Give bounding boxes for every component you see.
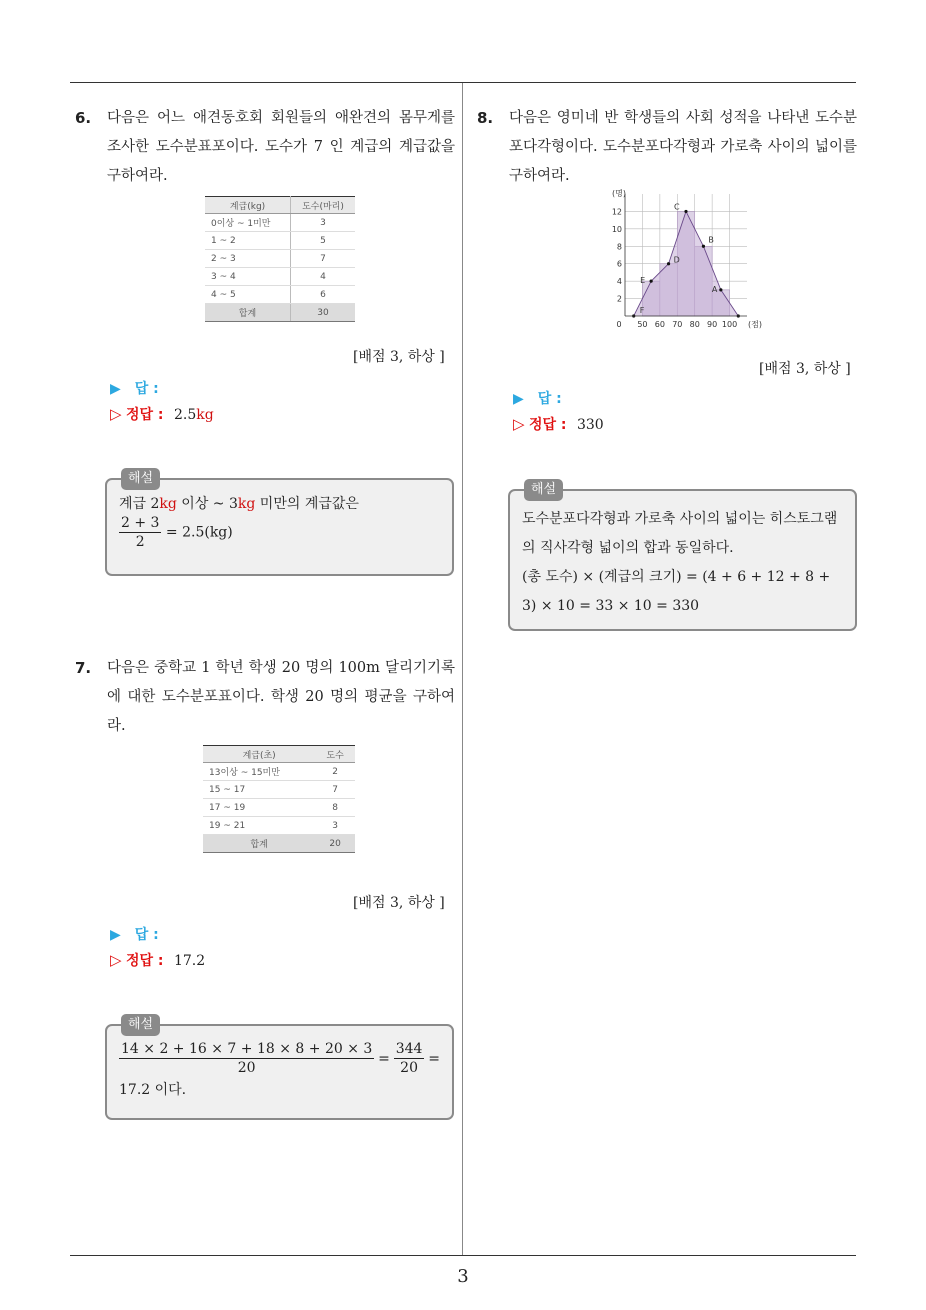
y-tick-label: 10 xyxy=(611,224,622,234)
x-tick-label: 70 xyxy=(672,320,683,329)
polygon-point xyxy=(702,245,705,248)
table-cell: 19 ~ 21 xyxy=(203,817,315,835)
frequency-polygon-chart xyxy=(605,188,775,338)
solution-text: (총 도수) × (계급의 크기) = (4 + 6 + 12 + 8 + 3) × 10 = 33 × 10 = 330 xyxy=(522,569,831,614)
table-row xyxy=(205,286,355,304)
bottom-rule xyxy=(70,1255,856,1256)
answer-line xyxy=(110,378,159,398)
x-tick-label: 50 xyxy=(637,320,648,329)
table-cell: 3 xyxy=(291,214,356,232)
table-cell: 20 xyxy=(315,835,355,853)
polygon-point xyxy=(650,280,653,283)
solution-formula xyxy=(119,1040,440,1077)
table-row xyxy=(203,817,355,835)
outline-triangle-icon: ▷ xyxy=(110,405,122,423)
answer-label: 답 : xyxy=(134,381,159,397)
table-cell: 2 ~ 3 xyxy=(205,250,291,268)
table-cell: 합계 xyxy=(203,835,315,853)
table-cell: 30 xyxy=(291,304,356,322)
solution-box-q7 xyxy=(105,1017,454,1120)
solution-text: 계급 2 xyxy=(119,496,160,512)
play-triangle-icon: ▶ xyxy=(513,391,524,407)
score-label: [배점 3, 하상 ] xyxy=(759,361,851,377)
fraction xyxy=(394,1040,425,1077)
answer-line xyxy=(110,924,159,944)
numerator: 14 × 2 + 16 × 7 + 18 × 8 + 20 × 3 xyxy=(121,1041,373,1057)
table-total-row xyxy=(205,304,355,322)
table-row xyxy=(203,781,355,799)
key-value: 2.5 xyxy=(173,407,197,423)
outline-triangle-icon: ▷ xyxy=(513,415,525,433)
question-text: 다음은 어느 애견동호회 회원들의 애완견의 몸무게를 조사한 도수분표포이다. 도수가 7 인 계급의 계급값을 구하여라. xyxy=(107,110,455,184)
solution-tag: 해설 xyxy=(121,468,160,490)
table-total-row xyxy=(203,835,355,853)
solution-box-q8 xyxy=(508,482,857,631)
table-cell: 합계 xyxy=(205,304,291,322)
score-label: [배점 3, 하상 ] xyxy=(353,895,445,911)
key-value: 17.2 xyxy=(173,953,206,969)
table-cell: 2 xyxy=(315,763,355,781)
table-row xyxy=(205,232,355,250)
table-cell: 0이상 ~ 1미만 xyxy=(205,214,291,232)
table-row xyxy=(203,763,355,781)
key-unit: kg xyxy=(196,407,214,423)
question-text: 다음은 중학교 1 학년 학생 20 명의 100m 달리기기록에 대한 도수분포표이다. 학생 20 명의 평균을 구하여라. xyxy=(107,660,455,734)
equals-sign: = xyxy=(428,1050,440,1067)
solution-line xyxy=(119,494,440,514)
solution-tag: 해설 xyxy=(121,1014,160,1036)
denominator: 2 xyxy=(135,534,145,550)
key-label: 정답 : xyxy=(126,407,164,423)
question-number: 7. xyxy=(75,659,92,677)
origin-label: 0 xyxy=(616,320,622,329)
key-label: 정답 : xyxy=(126,953,164,969)
question-number: 8. xyxy=(477,109,494,127)
solution-unit: kg xyxy=(159,496,177,512)
answer-label: 답 : xyxy=(134,927,159,943)
point-label: C xyxy=(674,202,680,212)
y-tick-label: 12 xyxy=(611,207,622,217)
correct-answer xyxy=(110,404,214,424)
table-cell: 8 xyxy=(315,799,355,817)
frequency-table-q7 xyxy=(203,745,355,853)
score-label: [배점 3, 하상 ] xyxy=(353,349,445,365)
numerator: 344 xyxy=(395,1041,423,1057)
fraction xyxy=(119,514,161,551)
polygon-point xyxy=(719,288,722,291)
play-triangle-icon: ▶ xyxy=(110,927,121,943)
table-row xyxy=(205,214,355,232)
correct-answer xyxy=(513,414,604,434)
polygon-point xyxy=(684,210,687,213)
question-6 xyxy=(75,104,455,191)
x-tick-label: 80 xyxy=(689,320,700,329)
point-label: B xyxy=(708,235,714,245)
column-divider xyxy=(462,83,463,1255)
y-tick-label: 2 xyxy=(616,294,622,304)
key-value: 330 xyxy=(576,417,604,433)
table-cell: 6 xyxy=(291,286,356,304)
table-cell: 4 xyxy=(291,268,356,286)
solution-text: 17.2 이다. xyxy=(119,1082,187,1098)
denominator: 20 xyxy=(400,1060,418,1076)
table-cell: 17 ~ 19 xyxy=(203,799,315,817)
table-cell: 15 ~ 17 xyxy=(203,781,315,799)
table-cell: 7 xyxy=(315,781,355,799)
y-tick-label: 8 xyxy=(616,242,622,252)
question-number: 6. xyxy=(75,109,92,127)
solution-unit: kg xyxy=(237,496,256,512)
table-row xyxy=(205,250,355,268)
question-7 xyxy=(75,654,455,741)
table-header: 계급(초) xyxy=(203,746,315,763)
table-row xyxy=(203,799,355,817)
point-label: E xyxy=(640,276,646,286)
top-rule xyxy=(70,82,856,83)
key-label: 정답 : xyxy=(529,417,567,433)
answer-label: 답 : xyxy=(537,391,562,407)
x-axis-label: (점) xyxy=(748,320,762,329)
denominator: 20 xyxy=(237,1060,256,1076)
solution-box-q6 xyxy=(105,471,454,576)
frequency-table-q6 xyxy=(205,196,355,322)
answer-line xyxy=(513,388,562,408)
table-cell: 4 ~ 5 xyxy=(205,286,291,304)
table-cell: 1 ~ 2 xyxy=(205,232,291,250)
point-label: D xyxy=(673,255,680,265)
solution-formula xyxy=(119,514,440,551)
polygon-point xyxy=(667,262,670,265)
numerator: 2 + 3 xyxy=(121,515,160,531)
table-cell: 3 ~ 4 xyxy=(205,268,291,286)
table-cell: 3 xyxy=(315,817,355,835)
y-tick-label: 4 xyxy=(616,277,622,287)
point-label: A xyxy=(711,284,718,294)
solution-text: 이상 ~ 3 xyxy=(176,496,238,512)
x-tick-label: 60 xyxy=(654,320,665,329)
solution-result: = 2.5(kg) xyxy=(165,524,233,541)
x-tick-label: 100 xyxy=(721,320,738,329)
table-row xyxy=(205,268,355,286)
solution-text: 도수분포다각형과 가로축 사이의 넓이는 히스토그램의 직사각형 넓이의 합과 동일하다. xyxy=(522,511,838,556)
table-header: 계급(kg) xyxy=(205,197,291,214)
x-tick-label: 90 xyxy=(707,320,718,329)
table-header: 도수(마리) xyxy=(291,197,356,214)
table-cell: 13이상 ~ 15미만 xyxy=(203,763,315,781)
solution-tag: 해설 xyxy=(524,479,563,501)
question-8 xyxy=(477,104,857,191)
play-triangle-icon: ▶ xyxy=(110,381,121,397)
table-header: 도수 xyxy=(315,746,355,763)
question-text: 다음은 영미네 반 학생들의 사회 성적을 나타낸 도수분포다각형이다. 도수분포다각형과 가로축 사이의 넓이를 구하여라. xyxy=(509,110,857,184)
y-axis-label: (명) xyxy=(612,189,626,198)
solution-text: 미만의 계급값은 xyxy=(255,496,359,512)
y-tick-label: 6 xyxy=(616,259,622,269)
correct-answer xyxy=(110,950,205,970)
table-cell: 7 xyxy=(291,250,356,268)
point-label: F xyxy=(639,306,645,315)
table-cell: 5 xyxy=(291,232,356,250)
equals-sign: = xyxy=(378,1050,390,1067)
page-number: 3 xyxy=(457,1266,469,1287)
outline-triangle-icon: ▷ xyxy=(110,951,122,969)
fraction xyxy=(119,1040,374,1077)
